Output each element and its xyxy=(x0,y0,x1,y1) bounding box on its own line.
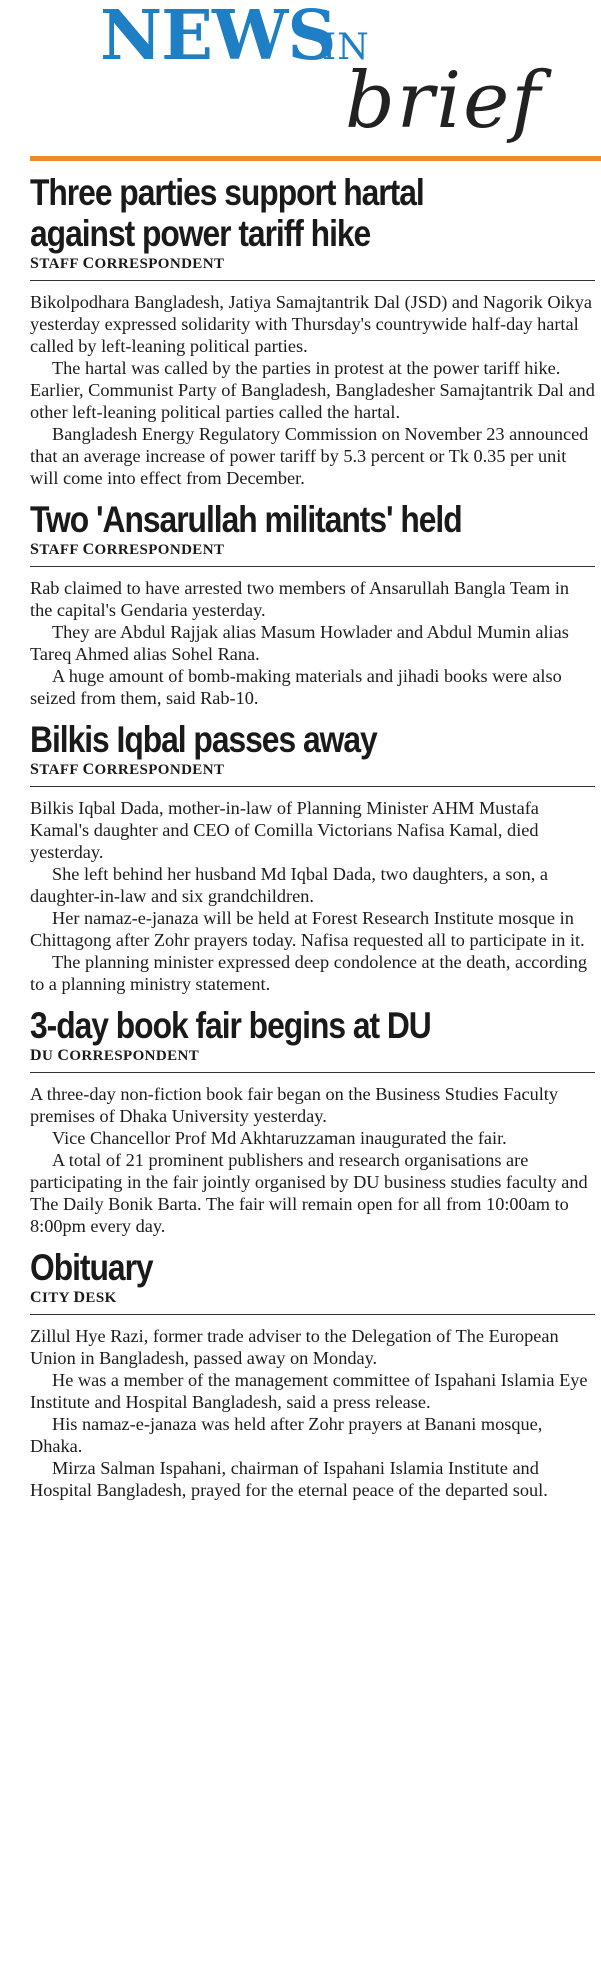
story-bilkis-iqbal xyxy=(30,719,595,995)
story-byline: DU CORRESPONDENT xyxy=(30,1047,200,1064)
masthead-brief: brief xyxy=(345,56,543,146)
byline-divider xyxy=(30,786,595,787)
headline-line: against power tariff hike xyxy=(30,213,371,254)
story-headline xyxy=(30,499,589,540)
byline-divider xyxy=(30,280,595,281)
story-paragraph: The planning minister expressed deep condolence at the death, according to a planning ministry statement. xyxy=(30,952,588,994)
story-headline xyxy=(30,172,589,254)
byline-divider xyxy=(30,566,595,567)
masthead-news: NEWS xyxy=(100,0,336,76)
headline-line: Obituary xyxy=(30,1247,153,1288)
masthead xyxy=(0,0,601,160)
story-paragraph: Bilkis Iqbal Dada, mother-in-law of Planning Minister AHM Mustafa Kamal's daughter and CEO of Comilla Victorians Nafisa Kamal, died yesterday. xyxy=(30,798,539,862)
story-paragraph: The hartal was called by the parties in protest at the power tariff hike. Earlier, Communist Party of Bangladesh, Bangladesher Samajtantrik Dal and other left-leaning political parties called the hartal. xyxy=(30,358,595,422)
story-paragraph: Bikolpodhara Bangladesh, Jatiya Samajtantrik Dal (JSD) and Nagorik Oikya yesterday expressed solidarity with Thursday's countrywide half-day hartal called by left-leaning political parties. xyxy=(30,292,593,356)
story-paragraph: He was a member of the management committee of Ispahani Islamia Eye Institute and Hospital Bangladesh, said a press release. xyxy=(30,1370,588,1412)
story-headline xyxy=(30,1247,589,1288)
story-paragraph: A total of 21 prominent publishers and research organisations are participating in the fair jointly organised by DU business studies faculty and The Daily Bonik Barta. The fair will remain open for all from 10:00am to 8:00pm every day. xyxy=(30,1150,588,1236)
news-column xyxy=(30,172,595,1501)
story-hartal xyxy=(30,172,595,489)
story-headline xyxy=(30,1005,589,1046)
byline-divider xyxy=(30,1072,595,1073)
story-paragraph: They are Abdul Rajjak alias Masum Howlader and Abdul Mumin alias Tareq Ahmed alias Sohel Rana. xyxy=(30,622,569,664)
story-byline: STAFF CORRESPONDENT xyxy=(30,541,225,558)
story-headline xyxy=(30,719,589,760)
headline-line: Two 'Ansarullah militants' held xyxy=(30,499,462,540)
story-paragraph: Rab claimed to have arrested two members of Ansarullah Bangla Team in the capital's Gendaria yesterday. xyxy=(30,578,570,620)
headline-line: 3-day book fair begins at DU xyxy=(30,1005,431,1046)
story-paragraph: Zillul Hye Razi, former trade adviser to the Delegation of The European Union in Bangladesh, passed away on Monday. xyxy=(30,1326,559,1368)
story-paragraph: Her namaz-e-janaza will be held at Forest Research Institute mosque in Chittagong after Zohr prayers today. Nafisa requested all to participate in it. xyxy=(30,908,585,950)
headline-line: Three parties support hartal xyxy=(30,172,424,213)
headline-line: Bilkis Iqbal passes away xyxy=(30,719,377,760)
story-obituary xyxy=(30,1247,595,1501)
story-paragraph: Mirza Salman Ispahani, chairman of Ispahani Islamia Institute and Hospital Bangladesh, prayed for the eternal peace of the departed soul. xyxy=(30,1458,548,1500)
story-paragraph: Bangladesh Energy Regulatory Commission on November 23 announced that an average increase of power tariff by 5.3 percent or Tk 0.35 per unit will come into effect from December. xyxy=(30,424,589,488)
byline-divider xyxy=(30,1314,595,1315)
masthead-in: IN xyxy=(322,27,370,68)
story-paragraph: She left behind her husband Md Iqbal Dada, two daughters, a son, a daughter-in-law and six grandchildren. xyxy=(30,864,549,906)
masthead-rule xyxy=(30,156,601,161)
story-paragraph: A three-day non-fiction book fair began on the Business Studies Faculty premises of Dhaka University yesterday. xyxy=(30,1084,559,1126)
story-paragraph: His namaz-e-janaza was held after Zohr prayers at Banani mosque, Dhaka. xyxy=(30,1414,543,1456)
story-book-fair xyxy=(30,1005,595,1237)
story-byline: STAFF CORRESPONDENT xyxy=(30,255,225,272)
story-paragraph: Vice Chancellor Prof Md Akhtaruzzaman inaugurated the fair. xyxy=(52,1128,507,1148)
story-paragraph: A huge amount of bomb-making materials and jihadi books were also seized from them, said Rab-10. xyxy=(30,666,562,708)
story-militants xyxy=(30,499,595,709)
story-byline: CITY DESK xyxy=(30,1289,117,1306)
story-byline: STAFF CORRESPONDENT xyxy=(30,761,225,778)
